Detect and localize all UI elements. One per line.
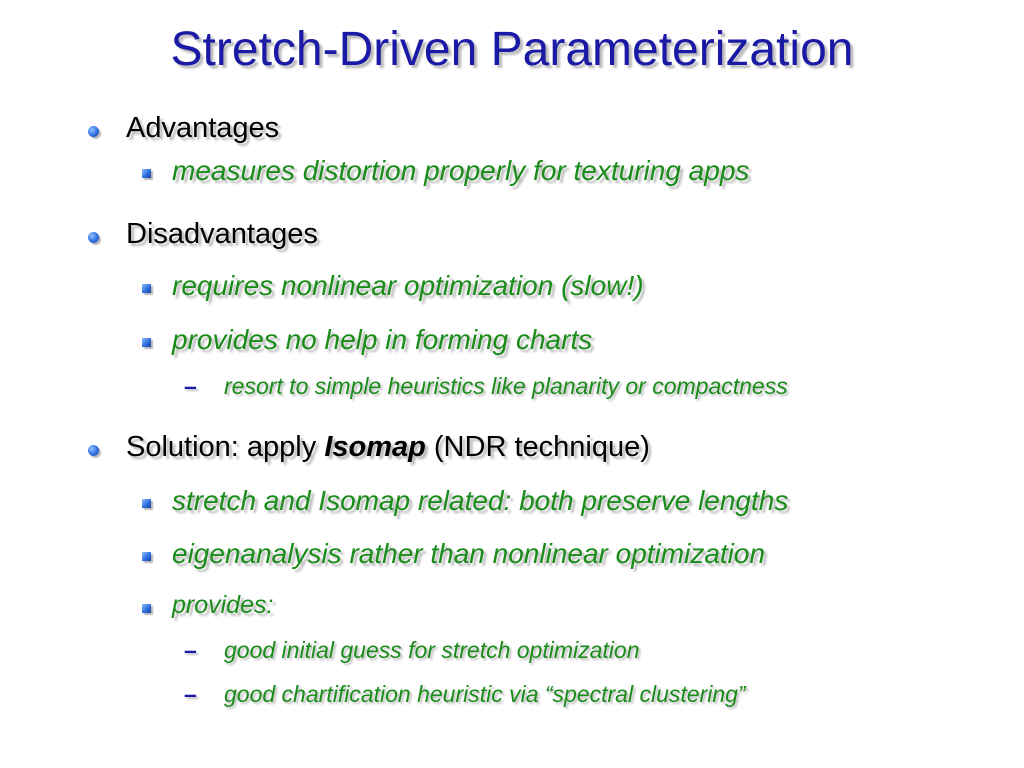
bullet-emphasis: Isomap <box>324 431 426 463</box>
sub-bullet-text: provides no help in forming charts <box>172 324 593 355</box>
square-bullet-icon <box>142 604 151 613</box>
round-bullet-icon <box>88 232 99 243</box>
bullet-solution <box>126 431 650 464</box>
bullet-suffix: (NDR technique) <box>425 431 650 463</box>
sub-bullet-text: measures distortion properly for texturing apps <box>172 155 750 186</box>
square-bullet-icon <box>142 499 151 508</box>
bullet-label: Disadvantages <box>126 218 318 250</box>
sub-sub-bullet-text: good chartification heuristic via “spectral clustering” <box>224 681 746 707</box>
square-bullet-icon <box>142 552 151 561</box>
dash-bullet-icon: – <box>184 681 197 707</box>
sub-sub-bullet-disadvantage-1 <box>184 373 788 400</box>
sub-bullet-disadvantage-1 <box>172 270 644 302</box>
bullet-disadvantages <box>126 218 318 251</box>
sub-bullet-solution-2 <box>172 538 765 570</box>
dash-bullet-icon: – <box>184 373 197 399</box>
sub-bullet-disadvantage-2 <box>172 324 592 356</box>
sub-bullet-text: eigenanalysis rather than nonlinear optimization <box>172 538 766 569</box>
slide-title: Stretch-Driven Parameterization <box>170 23 854 76</box>
bullet-label: Advantages <box>126 112 280 144</box>
sub-sub-bullet-solution-1 <box>184 637 640 664</box>
bullet-prefix: Solution: apply <box>126 431 325 463</box>
sub-bullet-text: requires nonlinear optimization (slow!) <box>172 270 644 301</box>
sub-sub-bullet-text: good initial guess for stretch optimization <box>224 637 640 663</box>
sub-sub-bullet-solution-2 <box>184 681 746 708</box>
sub-sub-bullet-text: resort to simple heuristics like planarity or compactness <box>224 373 788 399</box>
sub-bullet-advantage-1 <box>172 155 749 187</box>
square-bullet-icon <box>142 284 151 293</box>
sub-bullet-text: stretch and Isomap related: both preserve lengths <box>172 485 789 516</box>
square-bullet-icon <box>142 338 151 347</box>
sub-bullet-text: provides: <box>172 591 274 619</box>
bullet-advantages <box>126 112 279 145</box>
sub-bullet-solution-3 <box>172 591 273 620</box>
round-bullet-icon <box>88 126 99 137</box>
square-bullet-icon <box>142 169 151 178</box>
dash-bullet-icon: – <box>184 637 197 663</box>
round-bullet-icon <box>88 445 99 456</box>
sub-bullet-solution-1 <box>172 485 788 517</box>
